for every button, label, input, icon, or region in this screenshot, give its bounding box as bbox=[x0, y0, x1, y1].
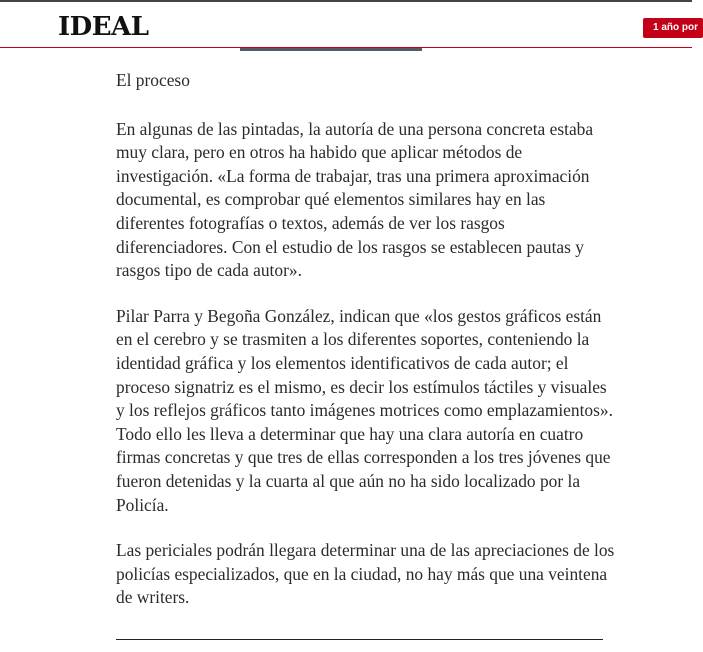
subscribe-button[interactable]: 1 año por bbox=[643, 18, 703, 38]
site-header bbox=[0, 2, 699, 48]
site-logo[interactable]: IDEAL bbox=[58, 12, 149, 42]
article-subheading: El proceso bbox=[116, 70, 190, 90]
article-paragraph-1: En algunas de las pintadas, la autoría de una persona concreta estaba muy clara, pero en otros ha habido que aplicar métodos de investigación. «La forma de trabajar, tras una primera aproximación documental, es comprobar qué elementos similares hay en las diferentes fotografías o textos, además de ver los rasgos diferenciadores. Con el estudio de los rasgos se establecen pautas y rasgos tipo de cada autor». bbox=[116, 118, 594, 281]
article-paragraph-3: Las periciales podrán llegara determinar una de las apreciaciones de los policías especializados, que en la ciudad, no hay más que una veintena de writers. bbox=[116, 540, 615, 608]
article-end-divider bbox=[116, 639, 603, 640]
article-paragraph-2: Pilar Parra y Begoña González, indican que «los gestos gráficos están en el cerebro y se trasmiten a los diferentes soportes, conteniendo la identidad gráfica y los elementos identificativos de cada autor; el proceso signatriz es el mismo, es decir los estímulos táctiles y visuales y los reflejos gráficos tanto imágenes motrices como emplazamientos». Todo ello les lleva a determinar que hay una clara autoría en cuatro firmas concretas y que tres de ellas corresponden a los tres jóvenes que fueron detenidas y la cuarta al que aún no ha sido localizado por la Policía. bbox=[116, 305, 613, 515]
article-body bbox=[116, 69, 616, 632]
media-bottom-edge bbox=[240, 48, 422, 51]
